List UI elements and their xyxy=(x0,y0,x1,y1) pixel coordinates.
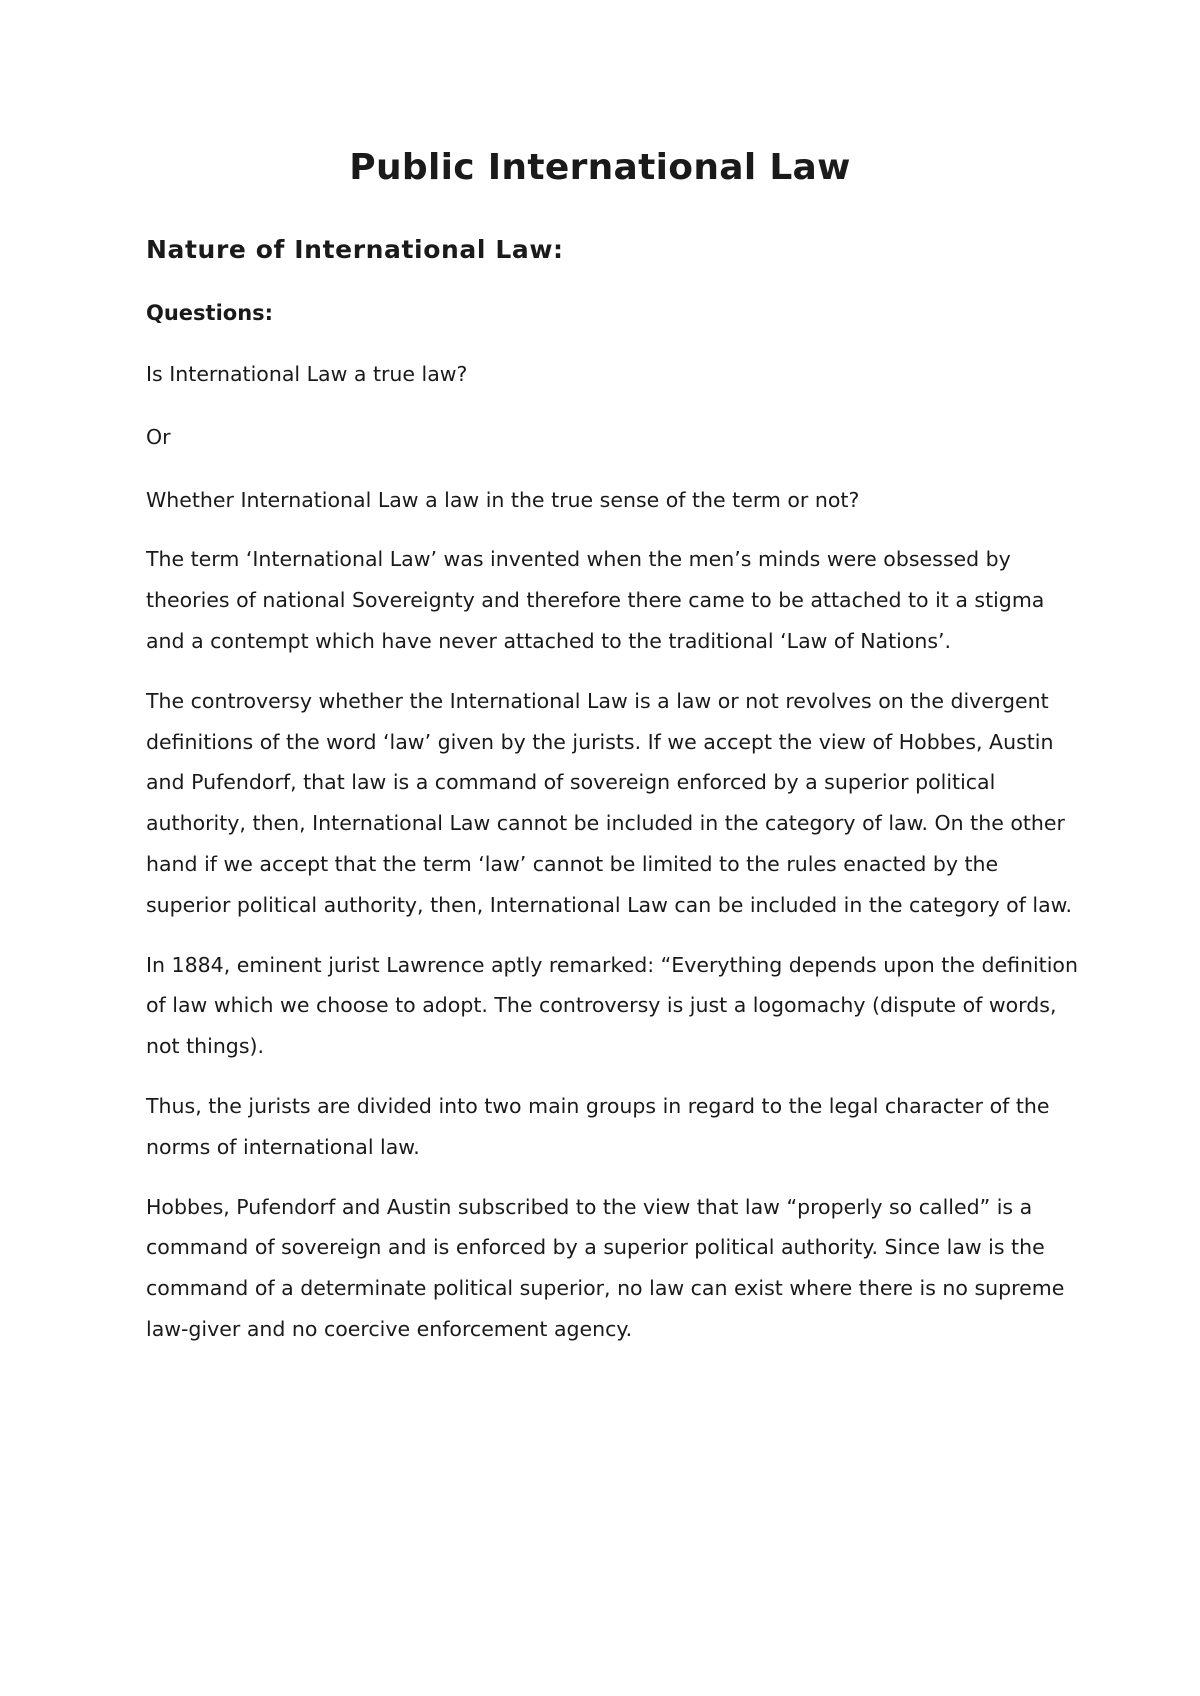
document-title: Public International Law xyxy=(349,147,851,188)
question-line: Or xyxy=(146,424,171,449)
question-line: Whether International Law a law in the true sense of the term or not? xyxy=(146,487,860,512)
body-paragraph: Thus, the jurists are divided into two main groups in regard to the legal character of the norms of international law. xyxy=(146,1093,1050,1159)
document-body xyxy=(146,230,1086,1350)
section-heading: Nature of International Law: xyxy=(146,235,564,264)
body-paragraph: Hobbes, Pufendorf and Austin subscribed to the view that law “properly so called” is a command of sovereign and is enforced by a superior political authority. Since law is the command of a determinate political superior, no law can exist where there is no supreme law-giver and no coercive enforcement agency. xyxy=(146,1194,1065,1341)
question-line: Is International Law a true law? xyxy=(146,362,468,386)
body-paragraph: In 1884, eminent jurist Lawrence aptly remarked: “Everything depends upon the definition of law which we choose to adopt. The controversy is just a logomachy (dispute of words, not things). xyxy=(146,952,1078,1059)
body-paragraph: The term ‘International Law’ was invented when the men’s minds were obsessed by theories of national Sovereignty and therefore there came to be attached to it a stigma and a contempt which have never attached to the traditional ‘Law of Nations’. xyxy=(146,547,1045,653)
questions-label: Questions: xyxy=(146,301,274,325)
body-paragraph: The controversy whether the International Law is a law or not revolves on the divergent definitions of the word ‘law’ given by the jurists. If we accept the view of Hobbes, Austin and Pufendorf, that law is a command of sovereign enforced by a superior political authority, then, International Law cannot be included in the category of law. On the other hand if we accept that the term ‘law’ cannot be limited to the rules enacted by the superior political authority, then, International Law can be included in the category of law. xyxy=(146,688,1073,917)
